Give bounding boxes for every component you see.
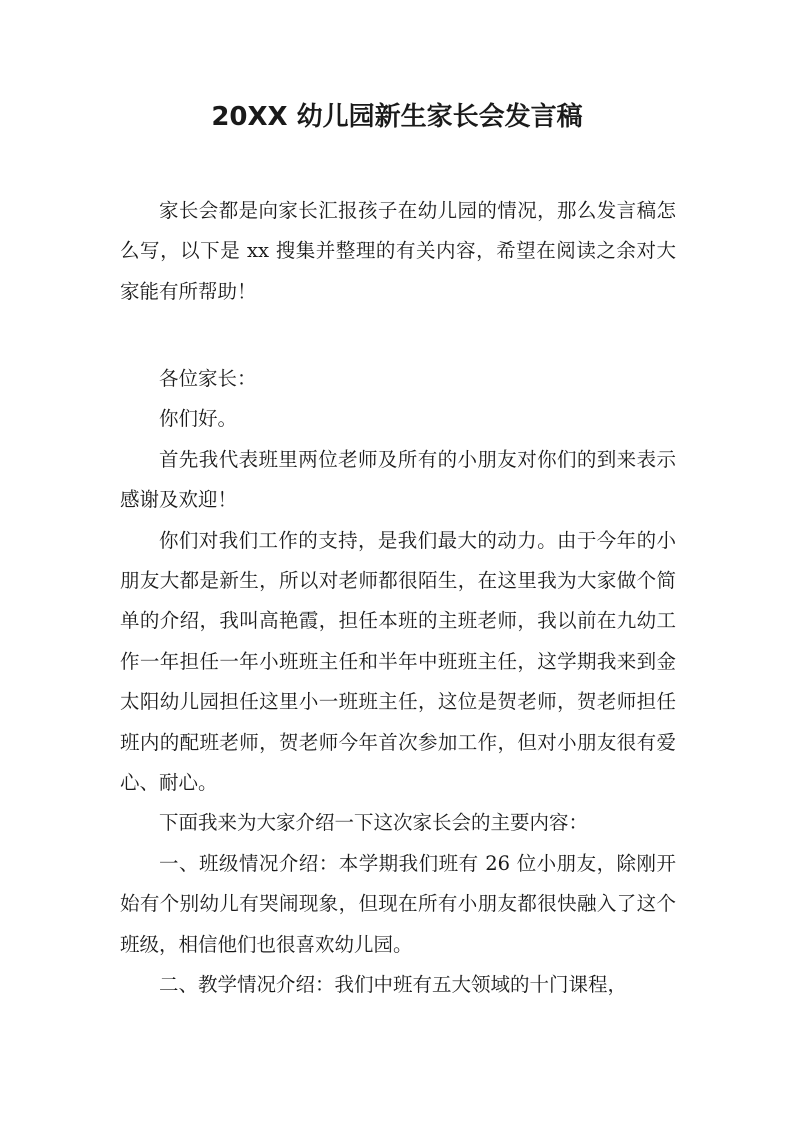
body-paragraph: 首先我代表班里两位老师及所有的小朋友对你们的到来表示感谢及欢迎！ xyxy=(120,447,676,512)
greeting: 你们好。 xyxy=(159,407,238,431)
speech-body xyxy=(120,359,676,1006)
body-paragraph: 下面我来为大家介绍一下这次家长会的主要内容： xyxy=(159,811,589,835)
intro-section xyxy=(120,191,676,312)
intro-paragraph: 家长会都是向家长汇报孩子在幼儿园的情况，那么发言稿怎么写，以下是 xx 搜集并整理的有关内容，希望在阅读之余对大家能有所帮助！ xyxy=(120,199,676,303)
body-paragraph: 二、教学情况介绍：我们中班有五大领域的十门课程， xyxy=(159,973,628,997)
salutation: 各位家长： xyxy=(159,367,257,390)
page-title: 20XX 幼儿园新生家长会发言稿 xyxy=(211,102,583,132)
body-paragraph: 一、班级情况介绍：本学期我们班有 26 位小朋友，除刚开始有个别幼儿有哭闹现象，但现在所有小朋友都很快融入了这个班级，相信他们也很喜欢幼儿园。 xyxy=(120,851,676,956)
body-paragraph: 你们对我们工作的支持，是我们最大的动力。由于今年的小朋友大都是新生，所以对老师都很陌生，在这里我为大家做个简单的介绍，我叫高艳霞，担任本班的主班老师，我以前在九幼工作一年担任一年小班班主任和半年中班班主任，这学期我来到金太阳幼儿园担任这里小一班班主任，这位是贺老师，贺老师担任班内的配班老师，贺老师今年首次参加工作，但对小朋友很有爱心、耐心。 xyxy=(120,528,676,795)
